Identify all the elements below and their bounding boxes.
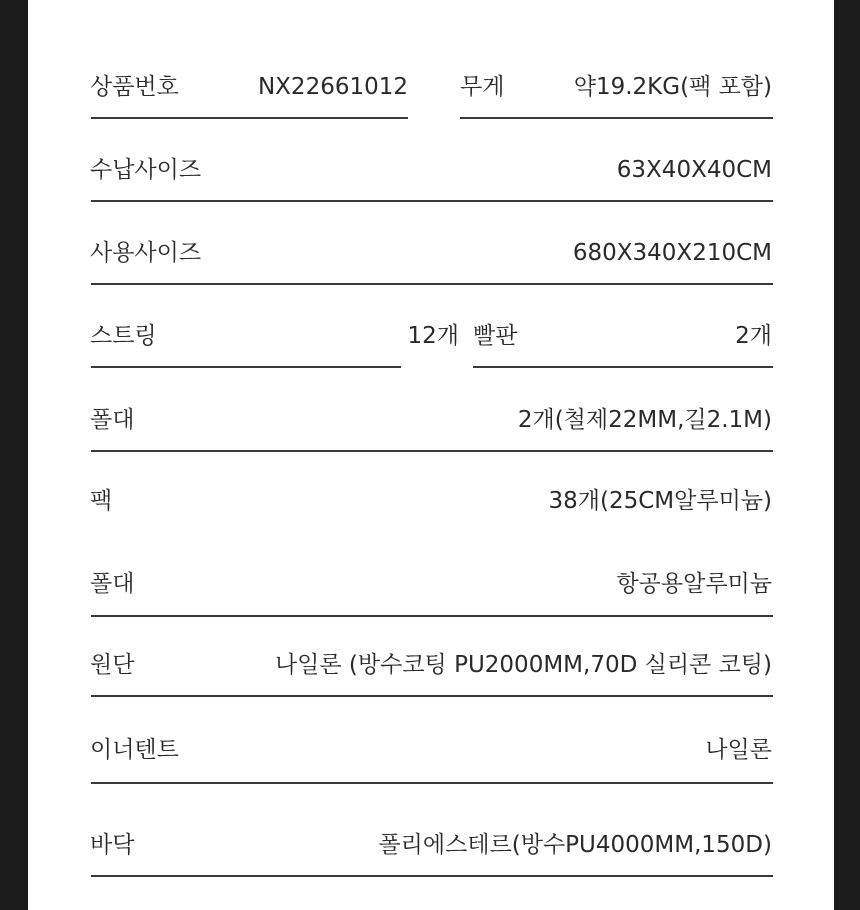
row-divider bbox=[473, 366, 773, 368]
spec-label: 빨판 bbox=[473, 323, 518, 349]
spec-value: 나일론 (방수코팅 PU2000MM,70D 실리콘 코팅) bbox=[274, 652, 772, 678]
spec-label: 스트링 bbox=[90, 323, 157, 349]
spec-value: 2개 bbox=[735, 323, 772, 349]
row-divider bbox=[91, 875, 773, 877]
spec-value: 폴리에스테르(방수PU4000MM,150D) bbox=[378, 832, 772, 858]
spec-row-storage-size bbox=[90, 150, 772, 190]
spec-label: 사용사이즈 bbox=[90, 240, 202, 266]
spec-value: 680X340X210CM bbox=[572, 240, 772, 266]
spec-label: 원단 bbox=[90, 652, 135, 678]
spec-row-product-number-weight bbox=[90, 67, 772, 107]
row-divider bbox=[91, 695, 773, 697]
spec-row-pole-material bbox=[90, 564, 772, 604]
row-divider bbox=[91, 200, 773, 202]
spec-value: 63X40X40CM bbox=[616, 157, 772, 183]
spec-value: NX22661012 bbox=[257, 74, 408, 100]
spec-label: 수납사이즈 bbox=[90, 157, 202, 183]
row-divider bbox=[91, 283, 773, 285]
spec-value: 나일론 bbox=[705, 737, 772, 763]
spec-row-fabric bbox=[90, 645, 772, 685]
spec-value: 약19.2KG(팩 포함) bbox=[573, 74, 772, 100]
spec-value: 항공용알루미늄 bbox=[616, 571, 772, 597]
spec-label: 상품번호 bbox=[90, 74, 179, 100]
row-divider bbox=[91, 117, 408, 119]
spec-label: 폴대 bbox=[90, 571, 135, 597]
spec-sheet bbox=[28, 0, 834, 910]
spec-row-use-size bbox=[90, 233, 772, 273]
row-divider bbox=[91, 782, 773, 784]
spec-label: 폴대 bbox=[90, 407, 135, 433]
spec-value: 38개(25CM알루미늄) bbox=[548, 488, 772, 514]
spec-label: 바닥 bbox=[90, 832, 135, 858]
row-divider bbox=[91, 450, 773, 452]
spec-label: 이너텐트 bbox=[90, 737, 179, 763]
spec-row-string-suction bbox=[90, 316, 772, 356]
spec-row-floor bbox=[90, 825, 772, 865]
spec-value: 2개(철제22MM,길2.1M) bbox=[517, 407, 772, 433]
row-divider bbox=[91, 615, 773, 617]
spec-row-peg bbox=[90, 481, 772, 521]
row-divider bbox=[460, 117, 773, 119]
spec-label: 무게 bbox=[460, 74, 505, 100]
spec-row-inner-tent bbox=[90, 730, 772, 770]
spec-value: 12개 bbox=[407, 323, 459, 349]
spec-label: 팩 bbox=[90, 488, 113, 514]
spec-row-pole bbox=[90, 400, 772, 440]
row-divider bbox=[91, 366, 401, 368]
